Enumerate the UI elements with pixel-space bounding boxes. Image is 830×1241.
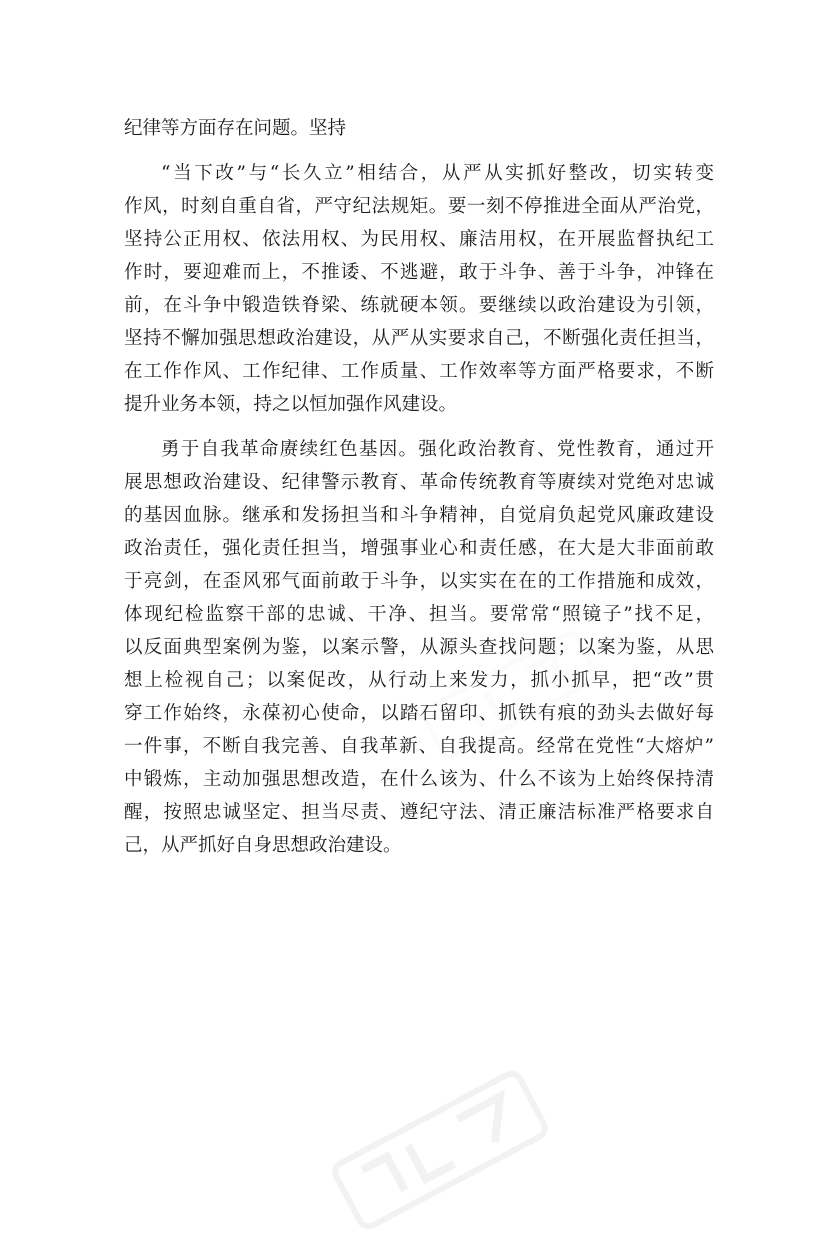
- text-line: 提升业务本领，持之以恒加强作风建设。: [124, 394, 458, 415]
- text-line: 作风，时刻自重自省，严守纪法规矩。要一刻不停推进全面从严治党，: [124, 196, 714, 217]
- watermark-logo-icon: [322, 1059, 559, 1241]
- text-line: 醒，按照忠诚坚定、担当尽责、遵纪守法、清正廉洁标准严格要求自: [124, 802, 714, 823]
- text-line: 坚持不懈加强思想政治建设，从严从实要求自己，不断强化责任担当，: [124, 328, 714, 349]
- paragraph-2: [124, 157, 714, 421]
- text-line: 中锻炼，主动加强思想改造，在什么该为、什么不该为上始终保持清: [124, 769, 714, 790]
- text-line: 政治责任，强化责任担当，增强事业心和责任感，在大是大非面前敢: [124, 538, 714, 559]
- text-line: 于亮剑，在歪风邪气面前敢于斗争，以实实在在的工作措施和成效，: [124, 571, 714, 592]
- paragraph-3: [124, 433, 714, 862]
- text-line: 展思想政治建设、纪律警示教育、革命传统教育等赓续对党绝对忠诚: [124, 472, 714, 493]
- text-line: 勇于自我革命赓续红色基因。强化政治教育、党性教育，通过开: [161, 439, 714, 460]
- text-line: 前，在斗争中锻造铁脊梁、练就硬本领。要继续以政治建设为引领，: [124, 295, 714, 316]
- text-line: 的基因血脉。继承和发扬担当和斗争精神，自觉肩负起党风廉政建设: [124, 505, 714, 526]
- text-line: “当下改”与“长久立”相结合，从严从实抓好整改，切实转变: [161, 163, 714, 184]
- paragraph-gap: [124, 421, 714, 433]
- text-line: 穿工作始终，永葆初心使命，以踏石留印、抓铁有痕的劲头去做好每: [124, 703, 714, 724]
- text-line: 己，从严抓好自身思想政治建设。: [124, 835, 402, 856]
- text-line: 坚持公正用权、依法用权、为民用权、廉洁用权，在开展监督执纪工: [124, 229, 714, 250]
- paragraph-gap: [124, 145, 714, 157]
- document-body: [124, 112, 714, 862]
- text-line: 在工作作风、工作纪律、工作质量、工作效率等方面严格要求，不断: [124, 361, 714, 382]
- text-line: 想上检视自己；以案促改，从行动上来发力，抓小抓早，把“改”贯: [124, 670, 714, 691]
- paragraph-1: [124, 112, 714, 145]
- text-line: 体现纪检监察干部的忠诚、干净、担当。要常常“照镜子”找不足，: [124, 604, 714, 625]
- text-line: 以反面典型案例为鉴，以案示警，从源头查找问题；以案为鉴，从思: [124, 637, 714, 658]
- text-line: 纪律等方面存在问题。坚持: [124, 118, 347, 139]
- text-line: 作时，要迎难而上，不推诿、不逃避，敢于斗争、善于斗争，冲锋在: [124, 262, 714, 283]
- text-line: 一件事，不断自我完善、自我革新、自我提高。经常在党性“大熔炉”: [124, 736, 714, 757]
